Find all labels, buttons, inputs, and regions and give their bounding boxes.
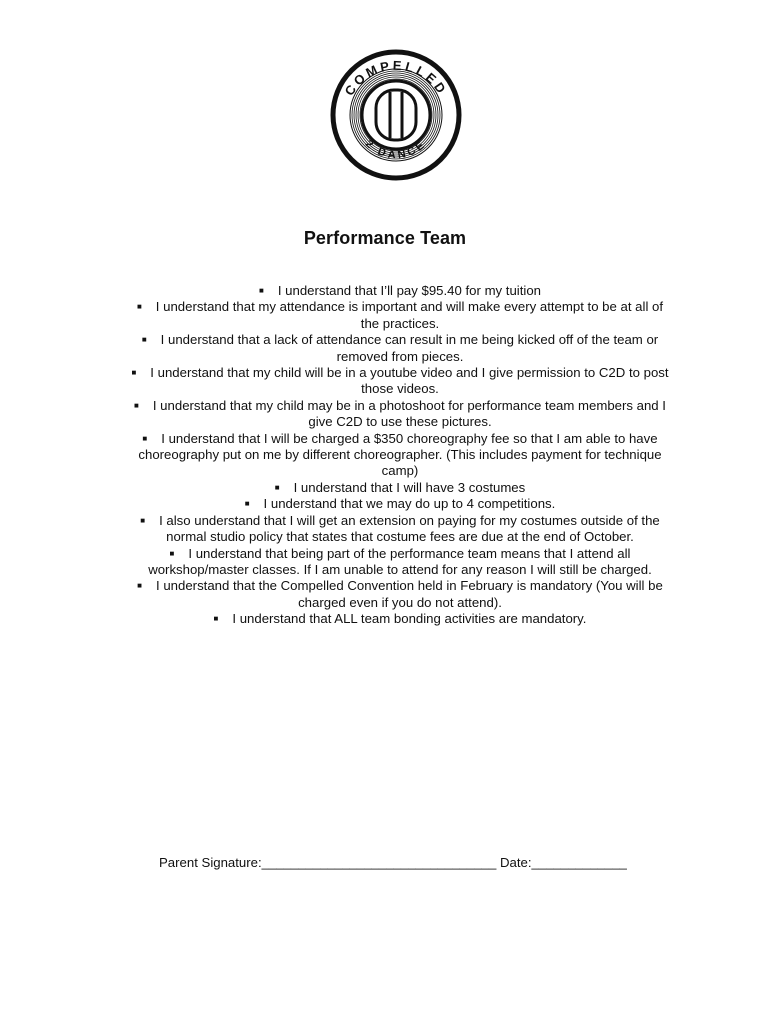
square-bullet-icon: ■: [141, 335, 147, 345]
list-item: [130, 299, 670, 332]
square-bullet-icon: ■: [169, 548, 175, 558]
list-item-text: I understand that my child will be in a youtube video and I give permission to C2D to post those videos.: [150, 365, 669, 397]
square-bullet-icon: ■: [131, 368, 137, 378]
list-item-text: I understand that the Compelled Convention held in February is mandatory (You will be charged even if you do not attend).: [156, 578, 663, 610]
square-bullet-icon: ■: [213, 614, 219, 624]
parent-signature-field[interactable]: ________________________________: [261, 855, 497, 870]
list-item: [130, 513, 670, 546]
list-item-text: I understand that a lack of attendance can result in me being kicked off of the team or removed from pieces.: [160, 332, 659, 364]
list-item: [130, 332, 670, 365]
list-item: [130, 431, 670, 480]
parent-signature-label: Parent Signature:: [159, 855, 262, 870]
list-item-text: I understand that we may do up to 4 competitions.: [263, 496, 556, 512]
list-item-text: I understand that ALL team bonding activities are mandatory.: [232, 611, 587, 627]
list-item-text: I understand that I will have 3 costumes: [293, 479, 526, 495]
square-bullet-icon: ■: [142, 433, 148, 443]
square-bullet-icon: ■: [136, 302, 142, 312]
list-item-text: I understand that I will be charged a $350 choreography fee so that I am able to have choreography put on me by different choreographer. (This includes payment for technique camp): [138, 430, 662, 479]
terms-list: [130, 283, 670, 628]
square-bullet-icon: ■: [137, 581, 143, 591]
logo-bottom-text: 2 DANCE: [362, 137, 430, 162]
list-item-text: I also understand that I will get an extension on paying for my costumes outside of the normal studio policy that states that costume fees are due at the end of October.: [159, 512, 660, 545]
page-title: Performance Team: [303, 228, 467, 248]
list-item: [130, 611, 670, 627]
list-item: [130, 578, 670, 611]
date-label: Date:: [500, 855, 532, 870]
list-item: [130, 496, 670, 512]
list-item: [130, 398, 670, 431]
compelled-2-dance-logo: [330, 42, 462, 188]
square-bullet-icon: ■: [258, 286, 264, 295]
list-item-text: I understand that my attendance is important and will make every attempt to be at all of the practices.: [155, 299, 664, 331]
logo-top-text: COMPELLED: [341, 57, 451, 99]
list-item: [130, 546, 670, 579]
list-item: [130, 365, 670, 398]
date-field[interactable]: _____________: [531, 855, 627, 870]
square-bullet-icon: ■: [274, 482, 280, 492]
list-item-text: I understand that I’ll pay $95.40 for my tuition: [277, 283, 541, 298]
list-item-text: I understand that my child may be in a photoshoot for performance team members and I give C2D to use these pictures.: [152, 397, 666, 430]
square-bullet-icon: ■: [134, 400, 139, 410]
square-bullet-icon: ■: [140, 515, 146, 525]
list-item: [130, 480, 670, 496]
list-item: [130, 283, 670, 299]
list-item-text: I understand that being part of the performance team means that I attend all workshop/master classes. If I am unable to attend for any reason I will still be charged.: [148, 545, 652, 577]
square-bullet-icon: ■: [244, 499, 250, 509]
signature-line: [159, 855, 627, 870]
